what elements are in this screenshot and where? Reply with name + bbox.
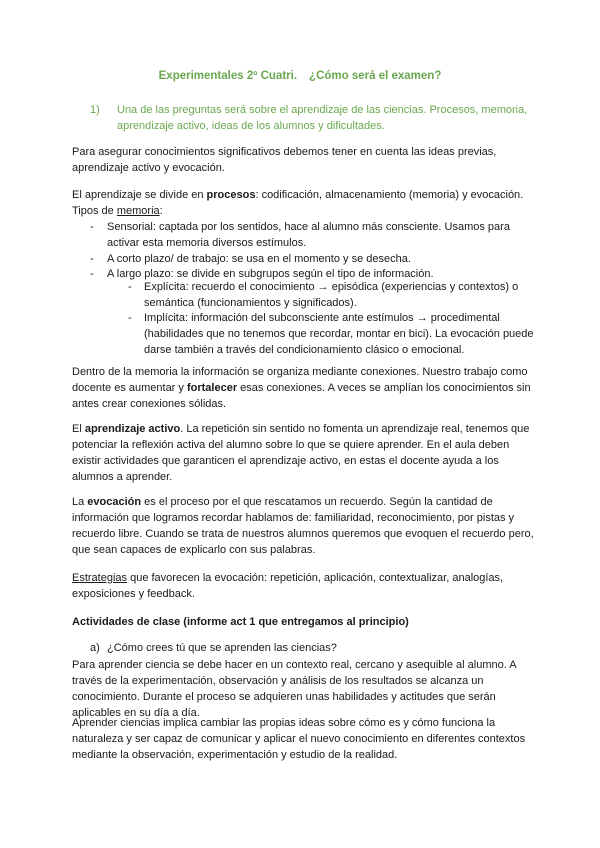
list-item [90,251,534,267]
title-question: ¿Cómo será el examen? [309,70,442,82]
types-post: : [159,205,163,217]
list-dash: - [128,281,132,293]
question-item [90,640,534,656]
question-text: ¿Cómo crees tú que se aprenden las ciencias? [107,642,337,654]
list-dash: - [128,312,132,324]
evocation-post: es el proceso por el que rescatamos un recuerdo. Según la cantidad de información que logramos recordar hablamos de: familiaridad, reconocimiento, por pistas y recuerdo libre. Cuando se trata de nuestros alumnos queremos que evoquen el recuerdo pero, que sean capaces de explicarlo con sus palabras. [72,496,534,556]
evocation-bold: evocación [87,496,142,508]
memory-bold: fortalecer [186,382,238,394]
intro-paragraph: Para asegurar conocimientos significativos debemos tener en cuenta las ideas previas, aprendizaje activo y evocación. [72,146,497,174]
active-pre: El [72,423,85,435]
processes-pre: El aprendizaje se divide en [72,189,207,201]
active-learning-paragraph [72,421,534,485]
sub-list-item [128,279,534,311]
processes-bold: procesos [206,189,256,201]
types-pre: Tipos de [72,205,117,217]
processes-paragraph [72,187,534,219]
strategies-post: que favorecen la evocación: repetición, aplicación, contextualizar, analogías, exposiciones y feedback. [72,572,504,600]
strategies-paragraph [72,570,534,602]
numbered-item-text: Una de las preguntas será sobre el aprendizaje de las ciencias. Procesos, memoria, aprendizaje activo, ideas de los alumnos y dificultades. [117,104,528,132]
list-dash: - [90,221,94,233]
list-dash: - [90,268,94,280]
evocation-pre: La [72,496,88,508]
memory-post: esas conexiones. A veces se amplían los conocimientos sin antes crear conexiones sólidas. [72,382,531,410]
title-subject: Experimentales 2º Cuatri. [158,70,298,82]
active-bold: aprendizaje activo [84,423,181,435]
memory-paragraph [72,364,534,412]
sub-list-item-text: Explícita: recuerdo el conocimiento → episódica (experiencias y contextos) o semántica (funcionamientos y significados). [144,281,519,309]
active-post: . La repetición sin sentido no fomenta un aprendizaje real, tenemos que potenciar la reflexión activa del alumno sobre lo que se quiere aprender. En el aula deben existir actividades que garanticen el aprendizaje activo, en estas el docente ayuda a los alumnos a aprender. [72,423,530,483]
types-underlined: memoria [116,205,160,217]
document-title [0,70,600,82]
list-item-text: A corto plazo/ de trabajo: se usa en el momento y se desecha. [107,253,411,265]
activities-heading: Actividades de clase (informe act 1 que entregamos al principio) [72,616,409,628]
numbered-item-1 [90,102,530,134]
question-marker: a) [90,642,100,654]
list-item-text: Sensorial: captada por los sentidos, hace al alumno más consciente. Usamos para activar esta memoria diversos estímulos. [107,221,510,249]
list-item [90,219,534,251]
numbered-item-marker: 1) [90,104,100,116]
memory-pre: Dentro de la memoria la información se organiza mediante conexiones. Nuestro trabajo como docente es aumentar y [72,366,528,394]
list-dash: - [90,253,94,265]
evocation-paragraph [72,494,534,558]
answer-paragraph-2: Aprender ciencias implica cambiar las propias ideas sobre cómo es y cómo funciona la naturaleza y ser capaz de comunicar y aplicar el nuevo conocimiento en diferentes contextos mediante la observación, experimentación y estudio de la realidad. [72,717,526,761]
sub-list-item [128,310,534,358]
list-item-text: A largo plazo: se divide en subgrupos según el tipo de información. [107,268,434,280]
sub-list-item-text: Implícita: información del subconsciente ante estímulos → procedimental (habilidades que no tenemos que recordar, montar en bici). La evocación puede darse también a través del condicionamiento clásico o emocional. [144,312,534,356]
answer-paragraph-1: Para aprender ciencia se debe hacer en un contexto real, cercano y asequible al alumno. A través de la experimentación, observación y análisis de los resultados se alcanza un conocimiento. Durante el proceso se adquieren unas habilidades y actitudes que serán aplicables en su día a día. [72,659,516,719]
processes-post: : codificación, almacenamiento (memoria) y evocación. [255,189,524,201]
strategies-underlined: Estrategias [72,572,128,584]
